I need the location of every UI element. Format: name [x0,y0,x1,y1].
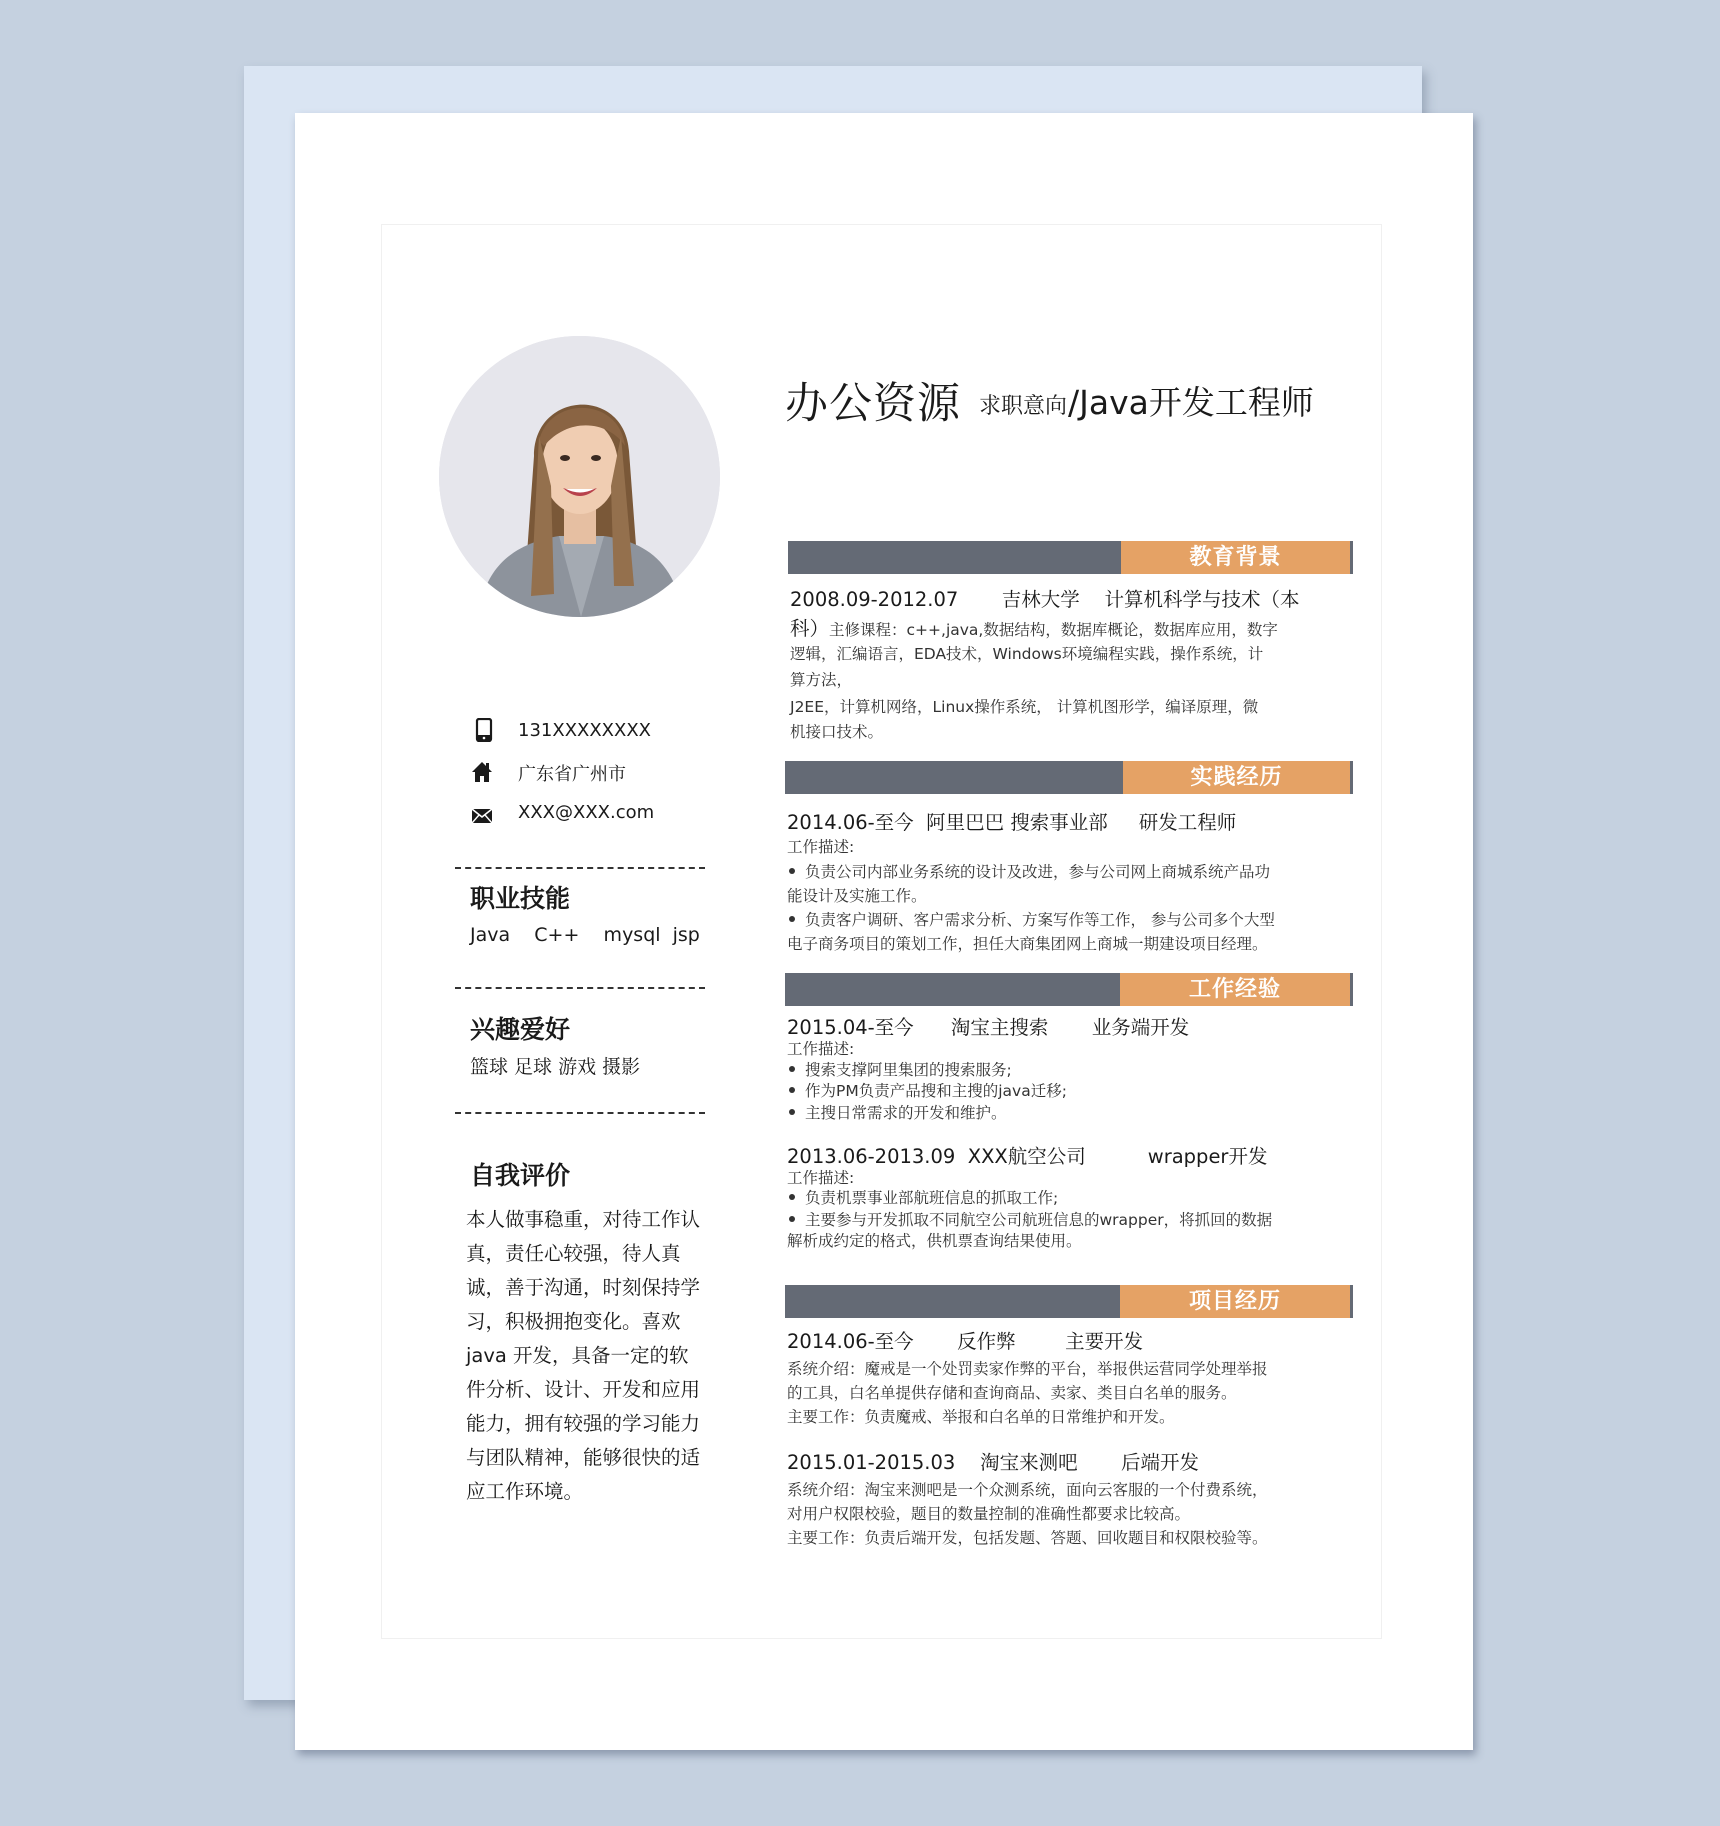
self-eval-text: 本人做事稳重，对待工作认真，责任心较强，待人真诚，善于沟通，时刻保持学习，积极拥抱变化。喜欢java 开发，具备一定的软件分析、设计、开发和应用能力，拥有较强的学习能力与团队精神，能够很快的适应工作环境。 [466,1208,701,1503]
job-intent-value: /Java开发工程师 [1068,383,1314,422]
bar-edge [1350,761,1353,794]
section-title: 实践经历 [1123,761,1350,794]
education-title: 2008.09-2012.07 吉林大学 计算机科学与技术（本 [790,588,1300,611]
address: 广东省广州市 [518,764,626,785]
skills-text: Java C++ mysql jsp [470,924,700,946]
email: XXX@XXX.com [518,802,655,823]
project-line: 系统介绍：魔戒是一个处罚卖家作弊的平台，举报供运营同学处理举报 [787,1360,1268,1378]
work-bullet: 负责机票事业部航班信息的抓取工作; [789,1186,1058,1208]
practice-line: 能设计及实施工作。 [787,887,927,905]
bar-gray [788,541,1121,574]
section-bar-work [785,973,1353,1006]
phone-number: 131XXXXXXXX [518,720,652,741]
education-line [790,613,1278,641]
work-desc-label: 工作描述: [787,1169,855,1187]
bar-gray [785,973,1120,1006]
bar-gray [785,1285,1120,1318]
section-title: 工作经验 [1120,973,1350,1006]
section-title: 教育背景 [1121,541,1350,574]
home-icon [471,760,493,784]
phone-icon [473,718,495,742]
section-bar-practice [785,761,1353,794]
bar-gray [785,761,1123,794]
bar-edge [1350,541,1353,574]
project-line: 主要工作：负责后端开发，包括发题、答题、回收题目和权限校验等。 [787,1529,1268,1547]
project-line: 主要工作：负责魔戒、举报和白名单的日常维护和开发。 [787,1408,1175,1426]
work-title: 2015.04-至今 淘宝主搜索 业务端开发 [787,1016,1190,1039]
section-bar-education [788,541,1353,574]
avatar [439,336,720,617]
education-courses: 主修课程：c++,java,数据结构，数据库概论，数据库应用，数字 [829,621,1278,639]
work-bullet: 搜索支撑阿里集团的搜索服务; [789,1058,1012,1080]
bar-edge [1350,973,1353,1006]
project-title: 2014.06-至今 反作弊 主要开发 [787,1330,1144,1353]
hobbies-text: 篮球 足球 游戏 摄影 [470,1056,641,1078]
project-title: 2015.01-2015.03 淘宝来测吧 后端开发 [787,1451,1199,1474]
practice-desc-label: 工作描述: [787,838,855,856]
education-line: 算方法， [790,671,853,689]
work-line: 解析成约定的格式，供机票查询结果使用。 [787,1232,1082,1250]
education-line: 逻辑，汇编语言，EDA技术，Windows环境编程实践，操作系统，计 [790,645,1264,663]
practice-bullet: 负责客户调研、客户需求分析、方案写作等工作， 参与公司多个大型 [789,908,1275,930]
bar-edge [1350,1285,1353,1318]
divider [455,1112,705,1114]
divider [455,867,705,869]
work-desc-label: 工作描述: [787,1040,855,1058]
divider [455,987,705,989]
project-line: 对用户权限校验，题目的数量控制的准确性都要求比较高。 [787,1505,1191,1523]
work-bullet: 作为PM负责产品搜和主搜的java迁移; [789,1079,1067,1101]
mail-icon [471,804,493,828]
practice-bullet: 负责公司内部业务系统的设计及改进，参与公司网上商城系统产品功 [789,860,1270,882]
practice-line: 电子商务项目的策划工作，担任大商集团网上商城一期建设项目经理。 [787,935,1268,953]
job-intent-label: 求职意向 [979,394,1068,419]
work-title: 2013.06-2013.09 XXX航空公司 wrapper开发 [787,1145,1268,1168]
section-bar-projects [785,1285,1353,1318]
project-line: 系统介绍：淘宝来测吧是一个众测系统，面向云客服的一个付费系统， [787,1481,1268,1499]
section-title: 项目经历 [1120,1285,1350,1318]
education-line: 机接口技术。 [790,723,884,741]
work-bullet: 主要参与开发抓取不同航空公司航班信息的wrapper，将抓回的数据 [789,1208,1272,1230]
work-bullet: 主搜日常需求的开发和维护。 [789,1101,1007,1123]
project-line: 的工具，白名单提供存储和查询商品、卖家、类目白名单的服务。 [787,1384,1237,1402]
candidate-name: 办公资源 [785,379,961,429]
portrait-photo-icon [439,336,720,617]
self-eval-heading: 自我评价 [470,1161,571,1190]
education-degree-end: 科） [790,617,830,640]
skills-heading: 职业技能 [470,884,571,913]
practice-title: 2014.06-至今 阿里巴巴 搜索事业部 研发工程师 [787,811,1237,834]
hobbies-heading: 兴趣爱好 [470,1015,571,1044]
education-line: J2EE，计算机网络，Linux操作系统， 计算机图形学，编译原理，微 [790,698,1259,716]
